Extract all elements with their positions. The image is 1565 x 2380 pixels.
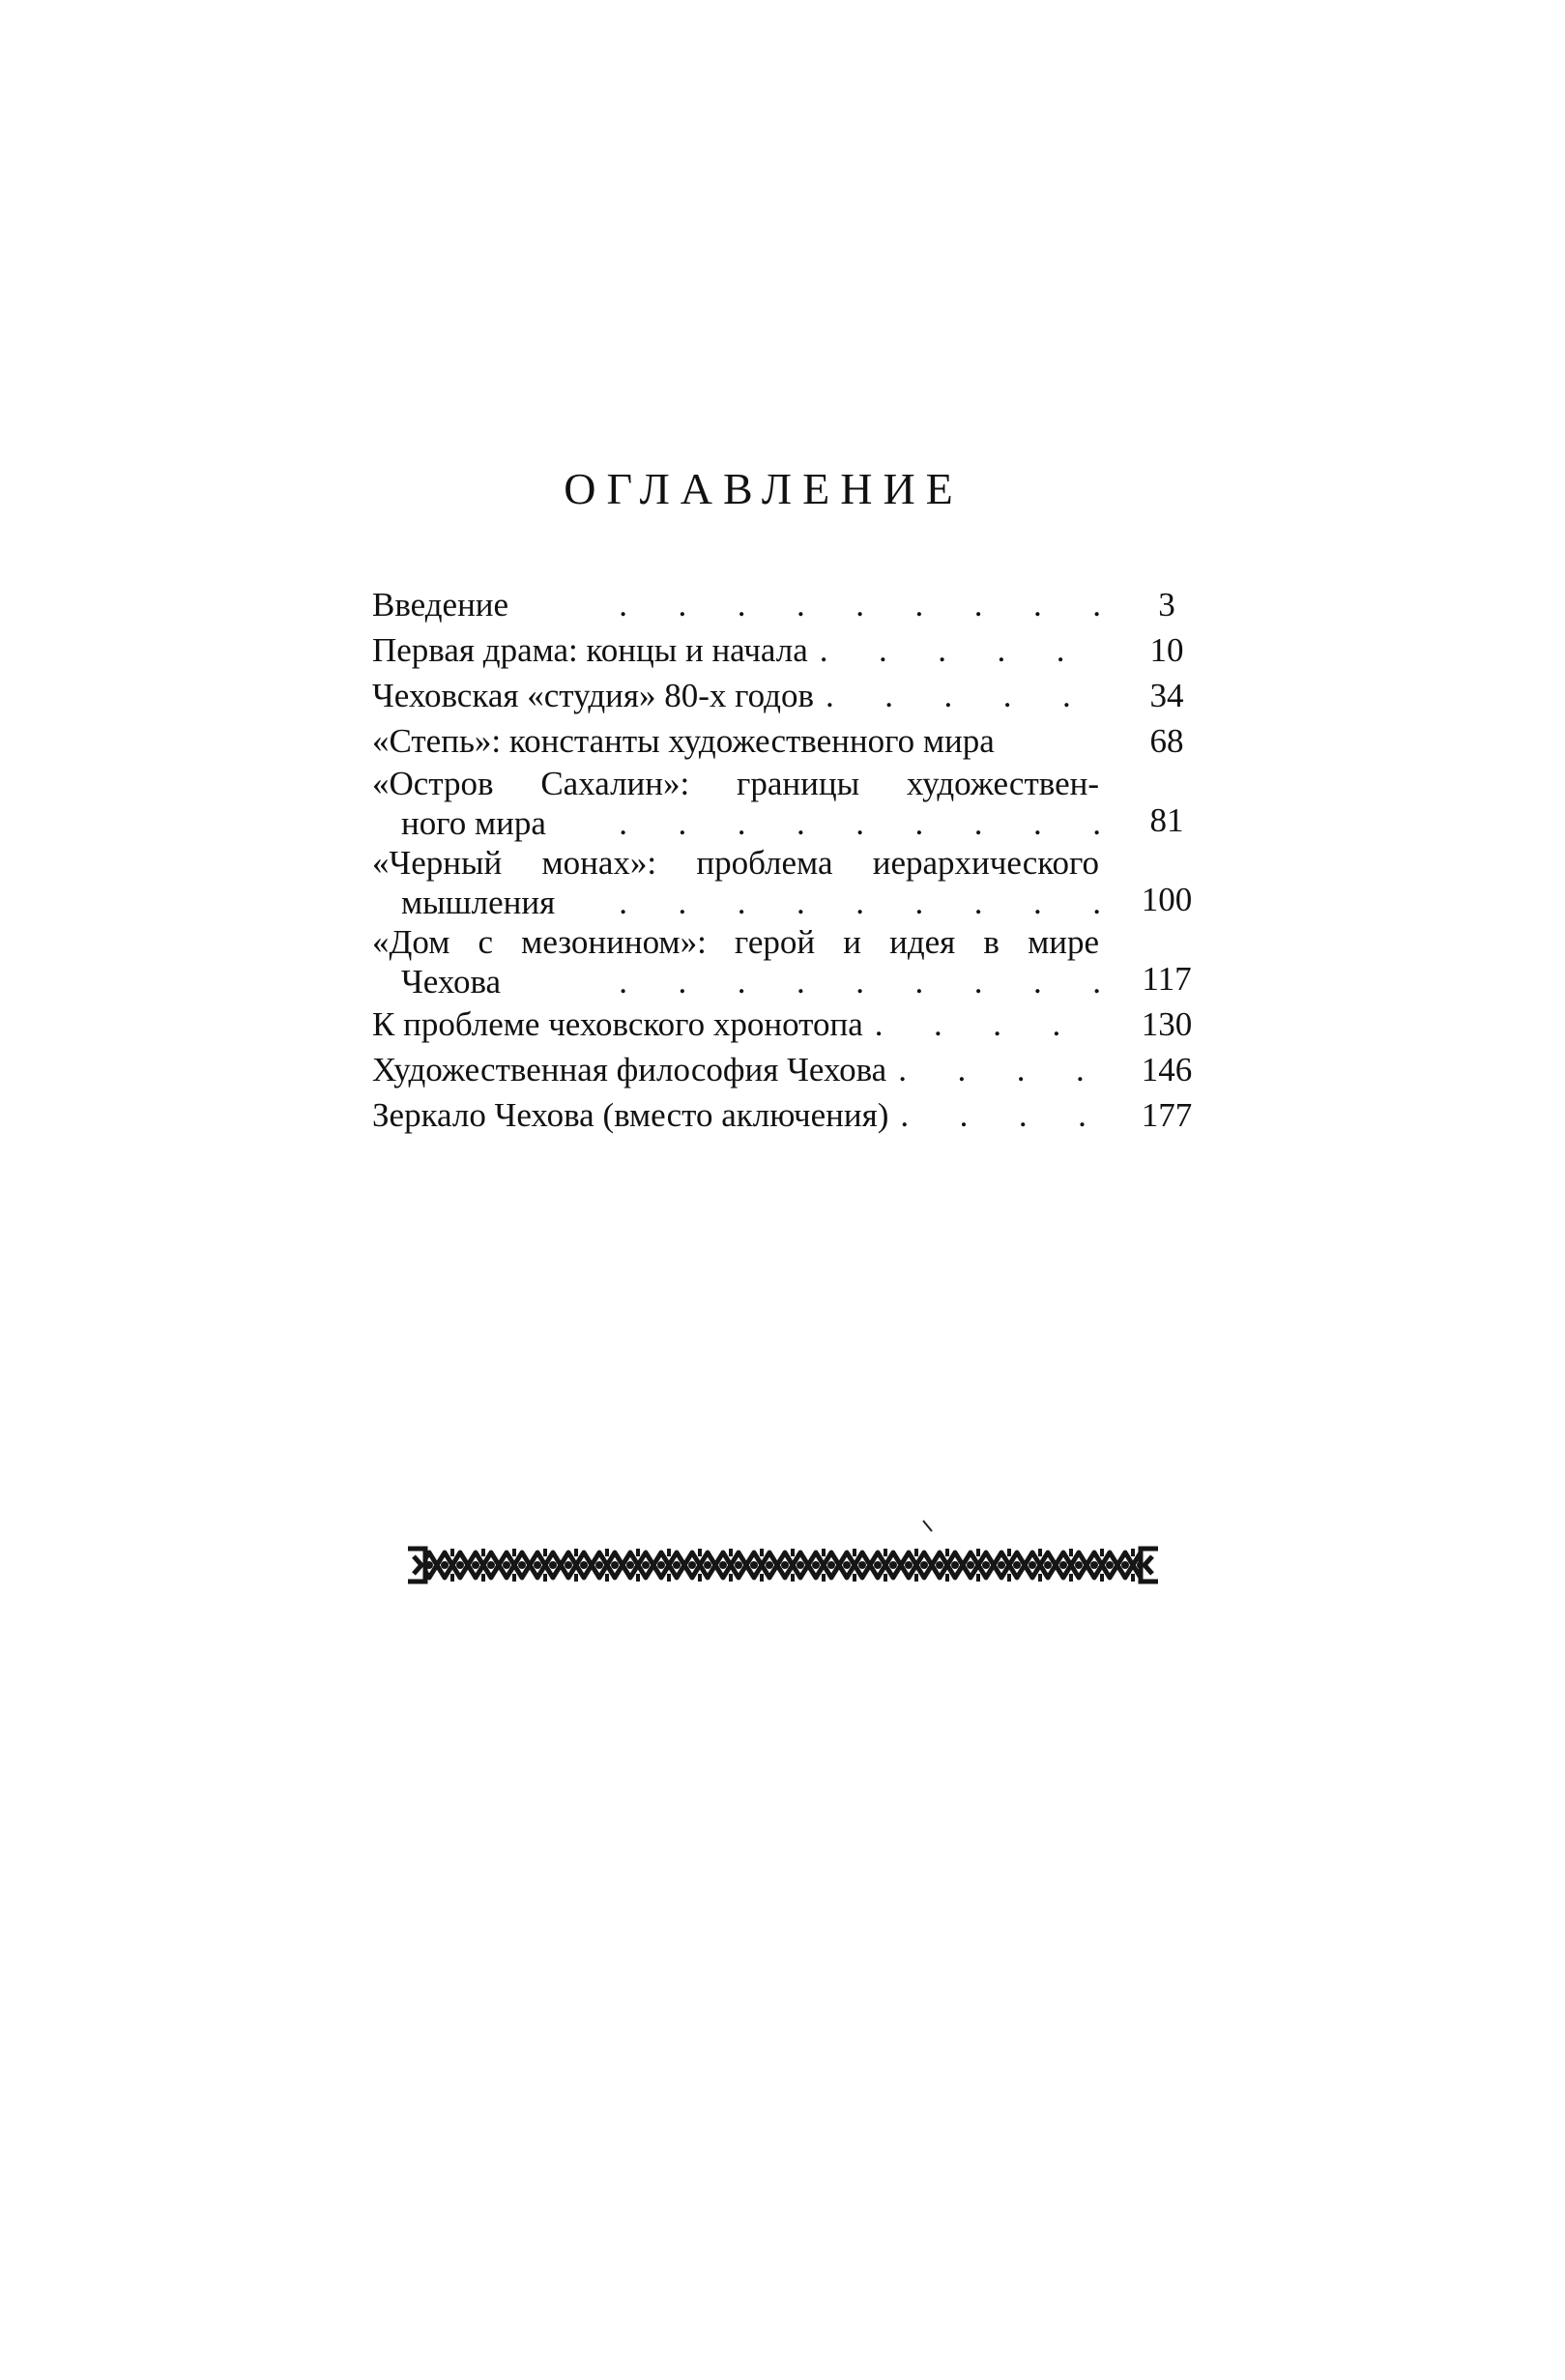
- toc-page-number: 3: [1158, 586, 1175, 624]
- toc-entry: [372, 582, 1205, 627]
- toc-entry-title-continuation: ного мира: [401, 804, 546, 842]
- dot-leader: [501, 963, 1101, 1001]
- toc-entry-title: «Степь»: константы художественного мира: [372, 722, 995, 760]
- toc-entry: [372, 1001, 1205, 1047]
- toc-entry: [372, 922, 1205, 1001]
- toc-entry-title: Художественная философия Чехова: [372, 1051, 887, 1088]
- toc-page-number: 177: [1141, 1096, 1193, 1134]
- toc-entry-title: Чеховская «студия» 80-х годов: [372, 677, 814, 714]
- toc-entry: [372, 764, 1205, 843]
- toc-entry-title: Первая драма: концы и начала: [372, 631, 808, 669]
- toc-entry-title-continuation: мышления: [401, 884, 556, 921]
- toc-page-number: 68: [1149, 722, 1184, 760]
- toc-entry: [372, 1092, 1205, 1138]
- toc-page-number: 10: [1149, 631, 1184, 669]
- toc-entry-title: Введение: [372, 586, 509, 624]
- stray-mark-icon: [922, 1520, 934, 1533]
- dot-leader: [808, 627, 1101, 673]
- toc-page-number: 100: [1141, 881, 1193, 918]
- toc-page-number: 146: [1141, 1051, 1193, 1088]
- toc-entry-title: Зеркало Чехова (вместо аключения): [372, 1096, 889, 1134]
- page-title: ОГЛАВЛЕНИЕ: [564, 463, 964, 513]
- dot-leader: [863, 1001, 1101, 1047]
- dot-leader: [814, 673, 1101, 718]
- decorative-border-ornament: [406, 1545, 1160, 1585]
- toc-entry-title: «Черный монах»: проблема иерархического: [372, 844, 1099, 882]
- toc-entry-title: «Дом с мезонином»: герой и идея в мире: [372, 923, 1099, 961]
- dot-leader: [546, 804, 1101, 843]
- toc-entry: [372, 673, 1205, 718]
- toc-entry-title-continuation: Чехова: [401, 963, 502, 1001]
- toc-entry: [372, 1047, 1205, 1092]
- toc-entry-title: К проблеме чеховского хронотопа: [372, 1005, 863, 1043]
- toc-page-number: 130: [1141, 1005, 1193, 1043]
- dot-leader: [555, 884, 1101, 922]
- toc-entry: [372, 843, 1205, 922]
- table-of-contents: [372, 582, 1205, 1138]
- dot-leader: [508, 582, 1101, 627]
- toc-page-number: 81: [1149, 801, 1184, 839]
- toc-page-number: 117: [1142, 960, 1192, 998]
- dot-leader: [888, 1092, 1101, 1138]
- toc-entry-title: «Остров Сахалин»: границы художествен-: [372, 765, 1099, 802]
- toc-entry: [372, 718, 1205, 764]
- toc-page-number: 34: [1149, 677, 1184, 714]
- toc-entry: [372, 627, 1205, 673]
- dot-leader: [886, 1047, 1101, 1092]
